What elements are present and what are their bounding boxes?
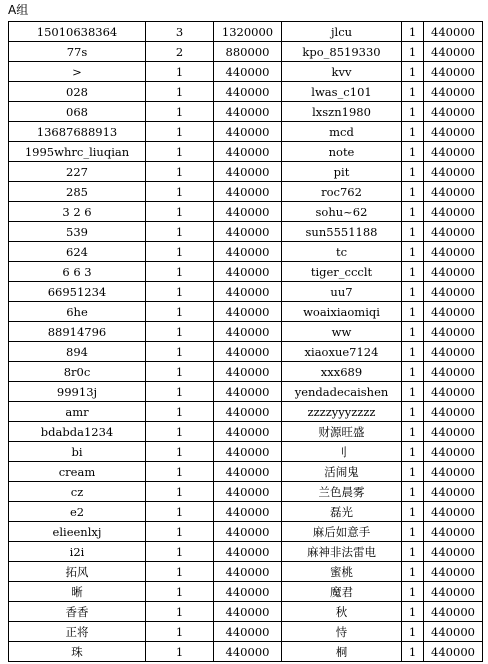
table-row [9,342,483,362]
count-b-cell: 1 [402,22,424,42]
count-b-cell: 1 [402,102,424,122]
name-a-cell: cz [9,482,146,502]
amount-b-cell: 440000 [424,402,483,422]
amount-a-cell: 440000 [214,82,282,102]
count-a-cell: 1 [146,202,214,222]
amount-a-cell: 440000 [214,222,282,242]
count-a-cell: 1 [146,482,214,502]
count-b-cell: 1 [402,342,424,362]
count-b-cell: 1 [402,602,424,622]
table-row [9,42,483,62]
table-row [9,282,483,302]
name-a-cell: 8r0c [9,362,146,382]
count-a-cell: 1 [146,642,214,662]
name-b-cell: 魔君 [282,582,402,602]
name-a-cell: e2 [9,502,146,522]
count-b-cell: 1 [402,242,424,262]
name-b-cell: tiger_ccclt [282,262,402,282]
name-b-cell: 刂 [282,442,402,462]
amount-b-cell: 440000 [424,282,483,302]
table-row [9,642,483,662]
amount-a-cell: 440000 [214,542,282,562]
amount-b-cell: 440000 [424,602,483,622]
name-a-cell: bi [9,442,146,462]
amount-a-cell: 440000 [214,582,282,602]
count-b-cell: 1 [402,642,424,662]
name-a-cell: 285 [9,182,146,202]
amount-a-cell: 440000 [214,442,282,462]
amount-a-cell: 440000 [214,482,282,502]
table-row [9,202,483,222]
name-a-cell: 13687688913 [9,122,146,142]
count-b-cell: 1 [402,482,424,502]
count-b-cell: 1 [402,362,424,382]
name-a-cell: 99913j [9,382,146,402]
name-a-cell: 624 [9,242,146,262]
name-a-cell: 香香 [9,602,146,622]
name-a-cell: 028 [9,82,146,102]
amount-b-cell: 440000 [424,582,483,602]
table-row [9,262,483,282]
name-b-cell: mcd [282,122,402,142]
count-b-cell: 1 [402,262,424,282]
count-a-cell: 1 [146,262,214,282]
name-b-cell: 蜜桃 [282,562,402,582]
table-row [9,22,483,42]
name-b-cell: yendadecaishen [282,382,402,402]
name-a-cell: amr [9,402,146,422]
name-b-cell: 麻后如意手 [282,522,402,542]
name-b-cell: zzzzyyyzzzz [282,402,402,422]
count-b-cell: 1 [402,282,424,302]
amount-b-cell: 440000 [424,362,483,382]
amount-b-cell: 440000 [424,342,483,362]
amount-a-cell: 440000 [214,502,282,522]
count-a-cell: 1 [146,442,214,462]
name-b-cell: tc [282,242,402,262]
amount-a-cell: 440000 [214,282,282,302]
table-row [9,622,483,642]
name-b-cell: note [282,142,402,162]
count-b-cell: 1 [402,42,424,62]
amount-a-cell: 440000 [214,382,282,402]
table-row [9,102,483,122]
name-b-cell: xiaoxue7124 [282,342,402,362]
count-a-cell: 2 [146,42,214,62]
name-a-cell: 正将 [9,622,146,642]
count-b-cell: 1 [402,82,424,102]
amount-a-cell: 440000 [214,142,282,162]
amount-b-cell: 440000 [424,62,483,82]
name-b-cell: jlcu [282,22,402,42]
page-title: A组 [8,3,29,17]
name-a-cell: elieenlxj [9,522,146,542]
count-a-cell: 1 [146,362,214,382]
amount-a-cell: 440000 [214,302,282,322]
amount-a-cell: 440000 [214,62,282,82]
name-a-cell: 晰 [9,582,146,602]
name-b-cell: xxx689 [282,362,402,382]
count-b-cell: 1 [402,502,424,522]
amount-b-cell: 440000 [424,442,483,462]
name-a-cell: > [9,62,146,82]
count-a-cell: 1 [146,242,214,262]
count-a-cell: 1 [146,342,214,362]
amount-b-cell: 440000 [424,162,483,182]
amount-a-cell: 440000 [214,322,282,342]
count-a-cell: 1 [146,382,214,402]
name-b-cell: 桐 [282,642,402,662]
name-a-cell: 88914796 [9,322,146,342]
table-row [9,542,483,562]
name-a-cell: 227 [9,162,146,182]
name-a-cell: 894 [9,342,146,362]
count-b-cell: 1 [402,442,424,462]
table-row [9,182,483,202]
amount-a-cell: 880000 [214,42,282,62]
amount-a-cell: 440000 [214,262,282,282]
amount-b-cell: 440000 [424,102,483,122]
amount-b-cell: 440000 [424,122,483,142]
amount-b-cell: 440000 [424,322,483,342]
amount-b-cell: 440000 [424,502,483,522]
amount-a-cell: 440000 [214,342,282,362]
amount-b-cell: 440000 [424,462,483,482]
amount-a-cell: 440000 [214,522,282,542]
amount-b-cell: 440000 [424,202,483,222]
result-table [8,21,483,662]
amount-b-cell: 440000 [424,142,483,162]
amount-a-cell: 440000 [214,602,282,622]
table-row [9,362,483,382]
name-b-cell: 恃 [282,622,402,642]
count-a-cell: 1 [146,282,214,302]
name-b-cell: lxszn1980 [282,102,402,122]
name-a-cell: 1995whrc_liuqian [9,142,146,162]
count-b-cell: 1 [402,222,424,242]
table-row [9,222,483,242]
name-b-cell: 活闹鬼 [282,462,402,482]
name-a-cell: i2i [9,542,146,562]
amount-b-cell: 440000 [424,262,483,282]
name-a-cell: 068 [9,102,146,122]
amount-b-cell: 440000 [424,242,483,262]
amount-a-cell: 1320000 [214,22,282,42]
amount-b-cell: 440000 [424,562,483,582]
count-a-cell: 1 [146,542,214,562]
count-b-cell: 1 [402,542,424,562]
count-b-cell: 1 [402,522,424,542]
count-b-cell: 1 [402,62,424,82]
amount-b-cell: 440000 [424,42,483,62]
count-b-cell: 1 [402,322,424,342]
table-row [9,382,483,402]
name-b-cell: 秋 [282,602,402,622]
table-row [9,162,483,182]
table-row [9,402,483,422]
amount-b-cell: 440000 [424,522,483,542]
amount-a-cell: 440000 [214,122,282,142]
name-a-cell: 6 6 3 [9,262,146,282]
count-b-cell: 1 [402,402,424,422]
name-a-cell: 拓风 [9,562,146,582]
count-a-cell: 1 [146,122,214,142]
name-a-cell: bdabda1234 [9,422,146,442]
name-a-cell: 77s [9,42,146,62]
amount-a-cell: 440000 [214,102,282,122]
name-a-cell: cream [9,462,146,482]
amount-a-cell: 440000 [214,422,282,442]
count-a-cell: 1 [146,562,214,582]
count-a-cell: 1 [146,602,214,622]
table-row [9,302,483,322]
amount-a-cell: 440000 [214,362,282,382]
table-row [9,602,483,622]
name-b-cell: sohu~62 [282,202,402,222]
name-b-cell: lwas_c101 [282,82,402,102]
table-row [9,482,483,502]
amount-a-cell: 440000 [214,562,282,582]
name-b-cell: woaixiaomiqi [282,302,402,322]
name-b-cell: uu7 [282,282,402,302]
name-b-cell: sun5551188 [282,222,402,242]
count-a-cell: 1 [146,142,214,162]
amount-b-cell: 440000 [424,222,483,242]
name-b-cell: 麻神非法雷电 [282,542,402,562]
name-a-cell: 6he [9,302,146,322]
name-a-cell: 539 [9,222,146,242]
table-row [9,322,483,342]
amount-a-cell: 440000 [214,162,282,182]
amount-a-cell: 440000 [214,642,282,662]
count-b-cell: 1 [402,122,424,142]
table-row [9,522,483,542]
count-a-cell: 1 [146,182,214,202]
table-row [9,422,483,442]
table-row [9,502,483,522]
amount-b-cell: 440000 [424,302,483,322]
table-row [9,82,483,102]
count-a-cell: 1 [146,402,214,422]
count-a-cell: 1 [146,62,214,82]
amount-b-cell: 440000 [424,422,483,442]
name-b-cell: 兰色晨雾 [282,482,402,502]
amount-b-cell: 440000 [424,22,483,42]
name-a-cell: 珠 [9,642,146,662]
count-b-cell: 1 [402,622,424,642]
count-a-cell: 1 [146,222,214,242]
amount-b-cell: 440000 [424,482,483,502]
table-row [9,122,483,142]
count-b-cell: 1 [402,582,424,602]
name-b-cell: roc762 [282,182,402,202]
count-a-cell: 1 [146,322,214,342]
name-a-cell: 66951234 [9,282,146,302]
amount-b-cell: 440000 [424,382,483,402]
name-b-cell: pit [282,162,402,182]
name-a-cell: 15010638364 [9,22,146,42]
table-row [9,562,483,582]
table-row [9,242,483,262]
amount-a-cell: 440000 [214,462,282,482]
amount-a-cell: 440000 [214,402,282,422]
table-row [9,442,483,462]
amount-a-cell: 440000 [214,182,282,202]
count-b-cell: 1 [402,182,424,202]
count-b-cell: 1 [402,422,424,442]
count-b-cell: 1 [402,302,424,322]
count-b-cell: 1 [402,162,424,182]
table-row [9,142,483,162]
count-a-cell: 1 [146,102,214,122]
count-b-cell: 1 [402,462,424,482]
count-a-cell: 1 [146,502,214,522]
amount-a-cell: 440000 [214,242,282,262]
amount-b-cell: 440000 [424,622,483,642]
count-b-cell: 1 [402,562,424,582]
count-b-cell: 1 [402,142,424,162]
name-b-cell: kvv [282,62,402,82]
count-a-cell: 1 [146,522,214,542]
count-a-cell: 3 [146,22,214,42]
table-row [9,62,483,82]
table-row [9,582,483,602]
name-b-cell: 磊光 [282,502,402,522]
table-row [9,462,483,482]
name-a-cell: 3 2 6 [9,202,146,222]
amount-b-cell: 440000 [424,542,483,562]
amount-a-cell: 440000 [214,202,282,222]
name-b-cell: 财源旺盛 [282,422,402,442]
name-b-cell: ww [282,322,402,342]
count-a-cell: 1 [146,582,214,602]
amount-b-cell: 440000 [424,182,483,202]
count-a-cell: 1 [146,82,214,102]
count-a-cell: 1 [146,622,214,642]
count-a-cell: 1 [146,462,214,482]
count-a-cell: 1 [146,302,214,322]
count-a-cell: 1 [146,422,214,442]
count-a-cell: 1 [146,162,214,182]
name-b-cell: kpo_8519330 [282,42,402,62]
amount-b-cell: 440000 [424,82,483,102]
amount-b-cell: 440000 [424,642,483,662]
count-b-cell: 1 [402,382,424,402]
amount-a-cell: 440000 [214,622,282,642]
count-b-cell: 1 [402,202,424,222]
